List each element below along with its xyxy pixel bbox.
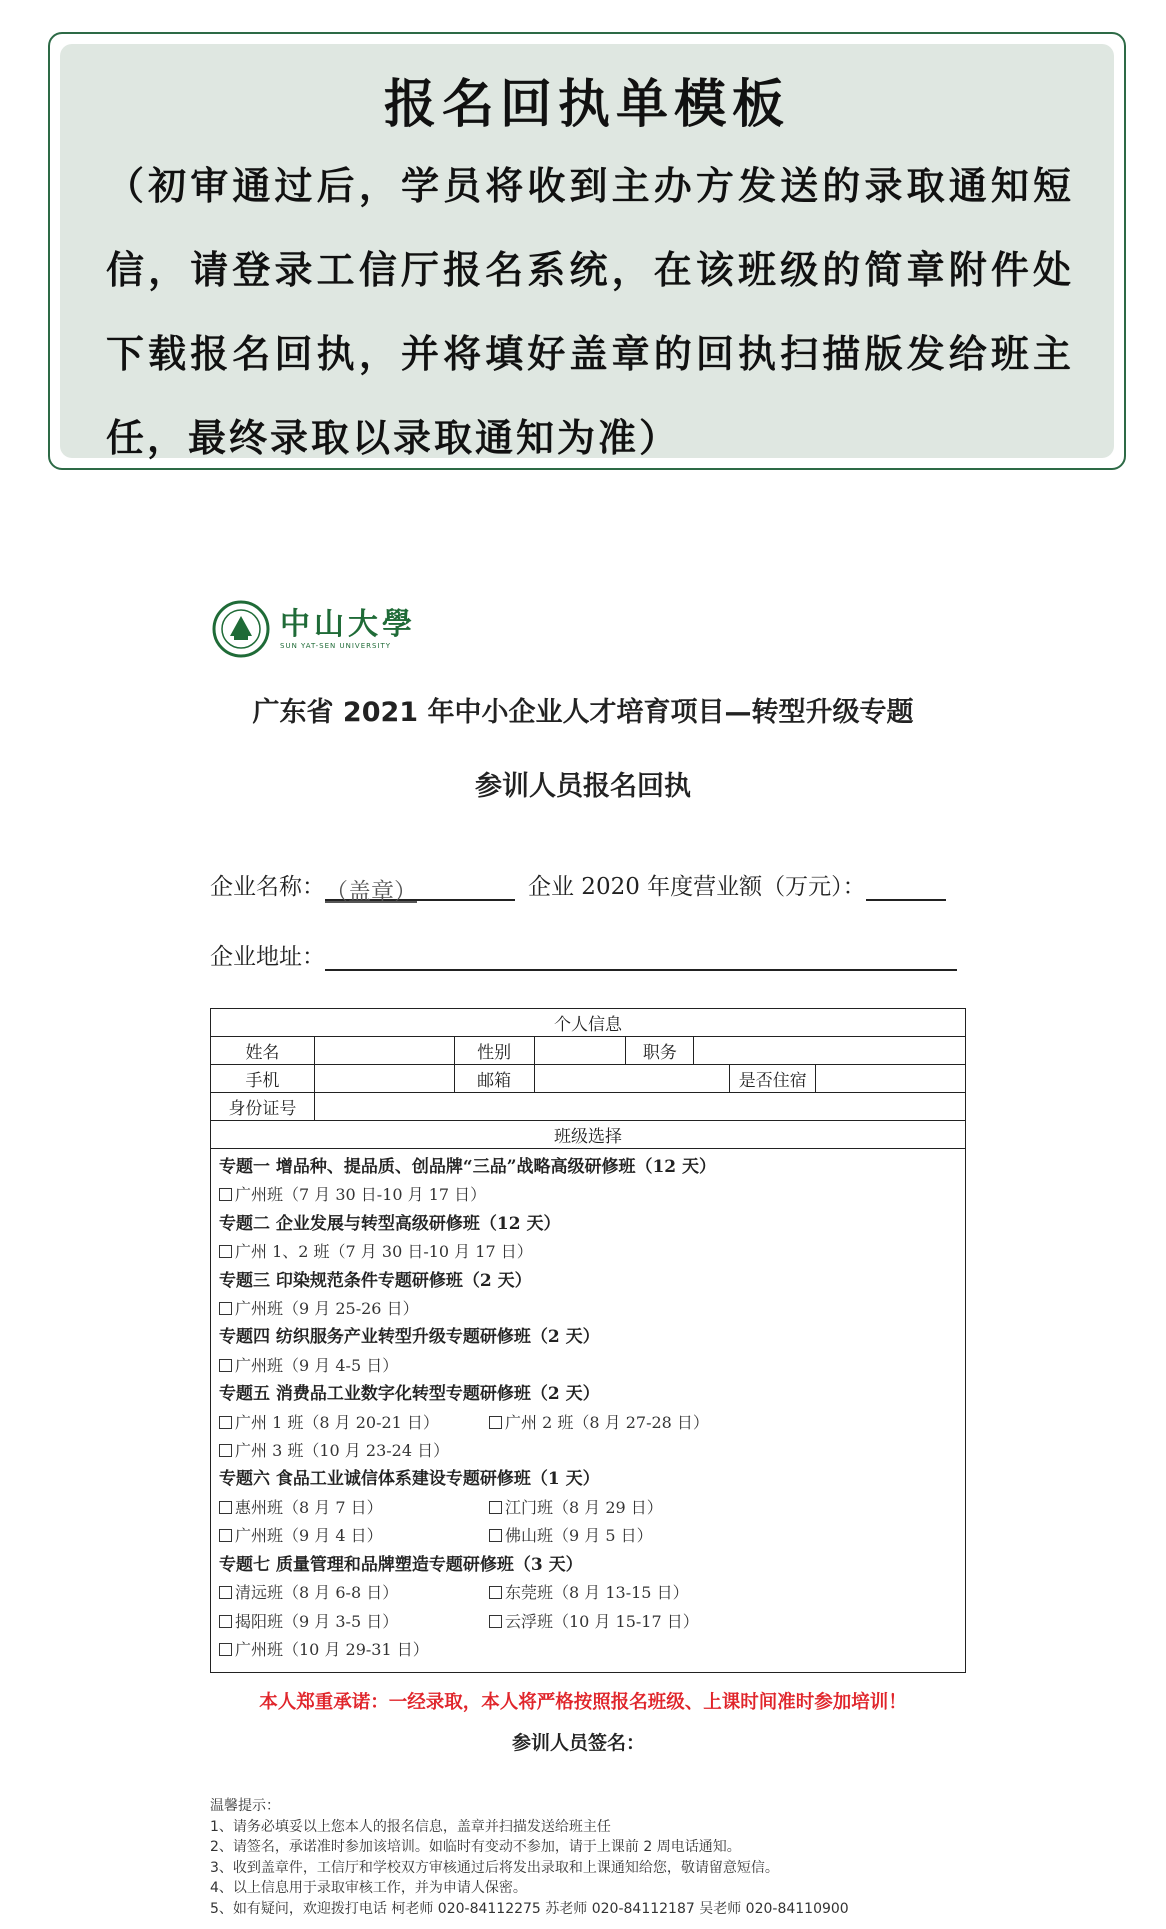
class-option[interactable]: 清远班（8 月 6-8 日）: [219, 1579, 489, 1607]
personal-info-header: 个人信息: [211, 1009, 966, 1037]
logo-english-name: SUN YAT-SEN UNIVERSITY: [280, 642, 392, 650]
checkbox-icon[interactable]: [489, 1529, 502, 1542]
checkbox-icon[interactable]: [219, 1501, 232, 1514]
table-row: [211, 1009, 966, 1037]
class-option[interactable]: 广州 1 班（8 月 20-21 日）: [219, 1409, 489, 1437]
banner-panel: [60, 44, 1114, 458]
revenue-field: [528, 868, 946, 901]
company-address-blank: [325, 943, 957, 971]
id-number-cell[interactable]: [314, 1093, 965, 1121]
lodging-label: 是否住宿: [730, 1065, 816, 1093]
checkbox-icon[interactable]: [219, 1615, 232, 1628]
table-row: [211, 1121, 966, 1149]
class-selection-header: 班级选择: [211, 1121, 966, 1149]
name-cell[interactable]: [314, 1037, 454, 1065]
lodging-cell[interactable]: [816, 1065, 966, 1093]
company-name-field: [210, 868, 515, 905]
table-row: [211, 1037, 966, 1065]
checkbox-icon[interactable]: [219, 1188, 232, 1201]
checkbox-icon[interactable]: [219, 1444, 232, 1457]
registration-table: [210, 1008, 966, 1673]
position-cell[interactable]: [694, 1037, 966, 1065]
class-option[interactable]: 广州班（10 月 29-31 日）: [219, 1636, 957, 1664]
name-label: 姓名: [211, 1037, 315, 1065]
topic-heading: 专题四 纺织服务产业转型升级专题研修班（2 天）: [219, 1327, 600, 1348]
tip-item: 3、收到盖章件，工信厅和学校双方审核通过后将发出录取和上课通知给您，敬请留意短信。: [210, 1859, 779, 1876]
class-option[interactable]: 广州 1、2 班（7 月 30 日-10 月 17 日）: [219, 1238, 957, 1266]
email-label: 邮箱: [454, 1065, 534, 1093]
banner-text: （初审通过后，学员将收到主办方发送的录取通知短信，请登录工信厅报名系统，在该班级的简章附件处下载报名回执，并将填好盖章的回执扫描版发给班主任，最终录取以录取通知为准）: [106, 164, 1074, 460]
checkbox-icon[interactable]: [219, 1245, 232, 1258]
class-option[interactable]: 江门班（8 月 29 日）: [489, 1494, 759, 1522]
revenue-blank: [866, 873, 946, 901]
tip-item: 5、如有疑问，欢迎拨打电话 柯老师 020-84112275 苏老师 020-84112187 吴老师 020-84110900: [210, 1900, 849, 1917]
class-option[interactable]: 广州班（9 月 25-26 日）: [219, 1295, 957, 1323]
gender-label: 性别: [454, 1037, 534, 1065]
instruction-banner: [48, 32, 1126, 470]
logo-chinese-name: 中山大學: [280, 607, 416, 642]
company-address-field: [210, 938, 957, 971]
table-row: [211, 1149, 966, 1673]
checkbox-icon[interactable]: [489, 1586, 502, 1599]
class-option[interactable]: 惠州班（8 月 7 日）: [219, 1494, 489, 1522]
revenue-label: 企业 2020 年度营业额（万元）：: [528, 874, 866, 900]
class-option[interactable]: 揭阳班（9 月 3-5 日）: [219, 1608, 489, 1636]
class-options: [211, 1149, 966, 1673]
signature-label: 参训人员签名：: [512, 1732, 646, 1754]
tips-title: 温馨提示：: [210, 1798, 280, 1814]
topic-heading: 专题二 企业发展与转型高级研修班（12 天）: [219, 1213, 561, 1234]
topic-heading: 专题七 质量管理和品牌塑造专题研修班（3 天）: [219, 1554, 583, 1575]
tip-item: 4、以上信息用于录取审核工作，并为申请人保密。: [210, 1880, 527, 1896]
class-option[interactable]: 广州班（9 月 4-5 日）: [219, 1352, 957, 1380]
checkbox-icon[interactable]: [219, 1359, 232, 1372]
class-option[interactable]: 广州班（7 月 30 日-10 月 17 日）: [219, 1181, 957, 1209]
checkbox-icon[interactable]: [219, 1643, 232, 1656]
class-option[interactable]: 佛山班（9 月 5 日）: [489, 1522, 759, 1550]
gender-cell[interactable]: [534, 1037, 626, 1065]
banner-title: 报名回执单模板: [383, 75, 790, 135]
class-option[interactable]: 广州班（9 月 4 日）: [219, 1522, 489, 1550]
tip-item: 2、请签名，承诺准时参加该培训。如临时有变动不参加，请于上课前 2 周电话通知。: [210, 1839, 741, 1855]
checkbox-icon[interactable]: [219, 1416, 232, 1429]
company-name-label: 企业名称：: [210, 874, 325, 900]
topic-heading: 专题一 增品种、提品质、创品牌“三品”战略高级研修班（12 天）: [219, 1157, 717, 1177]
company-address-label: 企业地址：: [210, 944, 325, 970]
document-subtitle: 参训人员报名回执: [475, 771, 691, 802]
class-option[interactable]: 云浮班（10 月 15-17 日）: [489, 1608, 759, 1636]
topic-heading: 专题五 消费品工业数字化转型专题研修班（2 天）: [219, 1384, 600, 1405]
checkbox-icon[interactable]: [219, 1529, 232, 1542]
topic-heading: 专题三 印染规范条件专题研修班（2 天）: [219, 1270, 532, 1291]
tip-item: 1、请务必填妥以上您本人的报名信息，盖章并扫描发送给班主任: [210, 1818, 611, 1835]
checkbox-icon[interactable]: [489, 1615, 502, 1628]
company-name-blank: [325, 873, 515, 905]
phone-label: 手机: [211, 1065, 315, 1093]
checkbox-icon[interactable]: [219, 1302, 232, 1315]
university-seal-icon: [212, 600, 270, 658]
university-logo: [212, 600, 416, 658]
pledge-statement: 本人郑重承诺：一经录取，本人将严格按照报名班级、上课时间准时参加培训！: [259, 1692, 907, 1713]
email-cell[interactable]: [534, 1065, 730, 1093]
id-number-label: 身份证号: [211, 1093, 315, 1121]
position-label: 职务: [626, 1037, 694, 1065]
document-title: 广东省 2021 年中小企业人才培育项目—转型升级专题: [252, 697, 914, 728]
class-option[interactable]: 广州 3 班（10 月 23-24 日）: [219, 1437, 957, 1465]
checkbox-icon[interactable]: [489, 1416, 502, 1429]
phone-cell[interactable]: [314, 1065, 454, 1093]
checkbox-icon[interactable]: [219, 1586, 232, 1599]
stamp-placeholder: （盖章）: [325, 879, 417, 905]
class-option[interactable]: 广州 2 班（8 月 27-28 日）: [489, 1409, 759, 1437]
checkbox-icon[interactable]: [489, 1501, 502, 1514]
table-row: [211, 1093, 966, 1121]
table-row: [211, 1065, 966, 1093]
tips-section: [210, 1796, 849, 1919]
class-option[interactable]: 东莞班（8 月 13-15 日）: [489, 1579, 759, 1607]
topic-heading: 专题六 食品工业诚信体系建设专题研修班（1 天）: [219, 1469, 600, 1490]
